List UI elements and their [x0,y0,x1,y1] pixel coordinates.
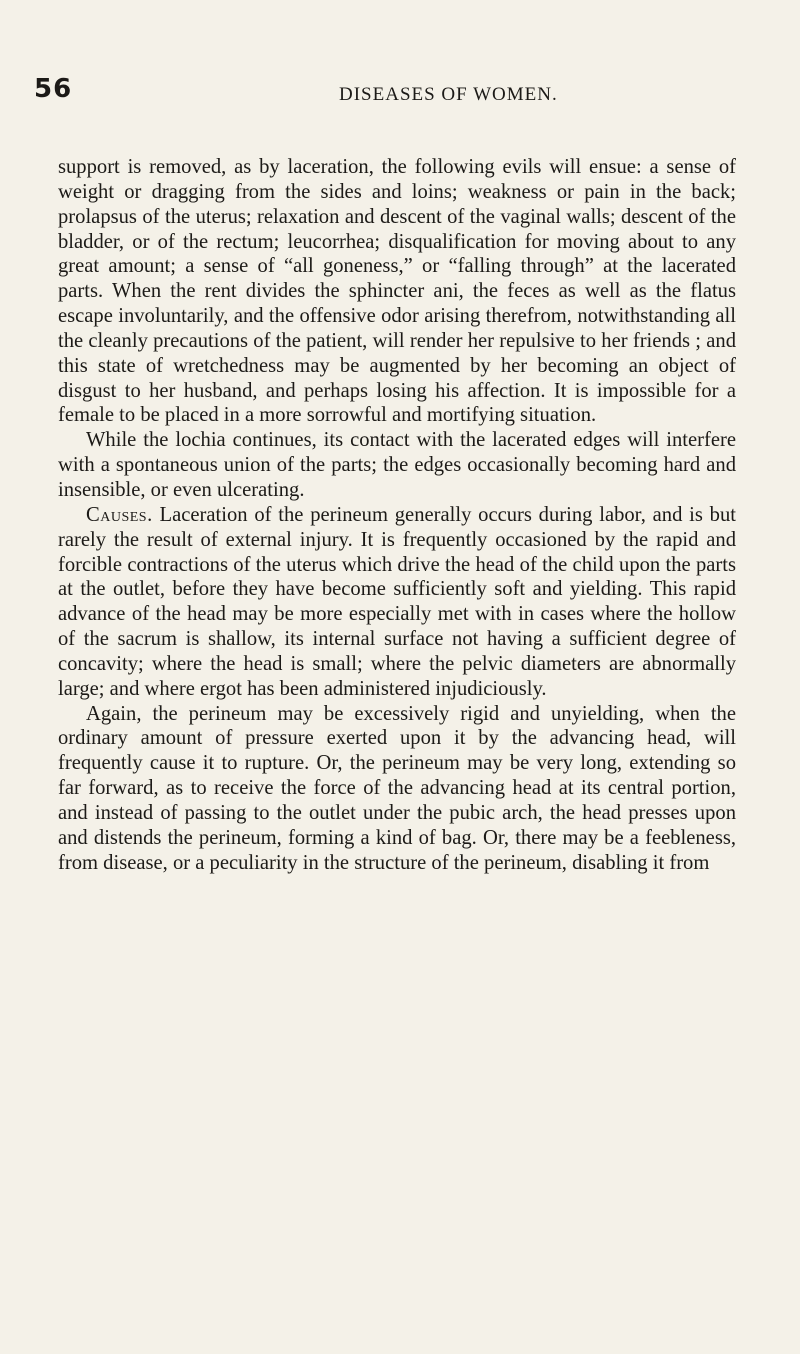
section-lead-causes: Causes. [86,503,153,526]
paragraph-4 [58,702,736,876]
body-text [58,155,736,875]
paragraph-4-text: Again, the perineum may be excessively rigid and unyielding, when the ordinary amount of pressure exerted upon it by the advancing head, will frequently cause it to rupture. Or, the perineum may be very long, extending so far forward, as to receive the force of the advancing head at its central portion, and instead of passing to the outlet under the pubic arch, the head presses upon and distends the perineum, forming a kind of bag. Or, there may be a feebleness, from disease, or a peculiarity in the structure of the perineum, disabling it from [58,702,736,874]
running-head: DISEASES OF WOMEN. [339,84,558,105]
page-number: 56 [34,74,73,104]
paragraph-3 [58,503,736,702]
paragraph-2-text: While the lochia continues, its contact with the lacerated edges will interfere with a spontaneous union of the parts; the edges occasionally becoming hard and insensible, or even ulcerating. [58,429,736,501]
paragraph-3-text: Laceration of the perineum generally occurs during labor, and is but rarely the result of external injury. It is frequently occasioned by the rapid and forcible contractions of the uterus which drive the head of the child upon the parts at the outlet, before they have become sufficiently soft and yielding. This rapid advance of the head may be more especially met with in cases where the hollow of the sacrum is shallow, its internal surface not having a sufficient degree of concavity; where the head is small; where the pelvic diameters are abnormally large; and where ergot has been administered injudiciously. [58,503,736,700]
page-header [34,74,766,114]
paragraph-1 [58,155,736,428]
paragraph-1-text: support is removed, as by laceration, the following evils will ensue: a sense of weight or dragging from the sides and loins; weakness or pain in the back; prolapsus of the uterus; relaxation and descent of the vaginal walls; descent of the bladder, or of the rectum; leucorrhea; disqualification for moving about to any great amount; a sense of “all goneness,” or “falling through” at the lacerated parts. When the rent divides the sphincter ani, the feces as well as the flatus escape involuntarily, and the offensive odor arising therefrom, notwithstanding all the cleanly precautions of the patient, will render her repulsive to her friends ; and this state of wretchedness may be augmented by her becoming an object of disgust to her husband, and perhaps losing his affection. It is impossible for a female to be placed in a more sorrowful and mortifying situation. [58,156,736,427]
paragraph-2 [58,428,736,503]
